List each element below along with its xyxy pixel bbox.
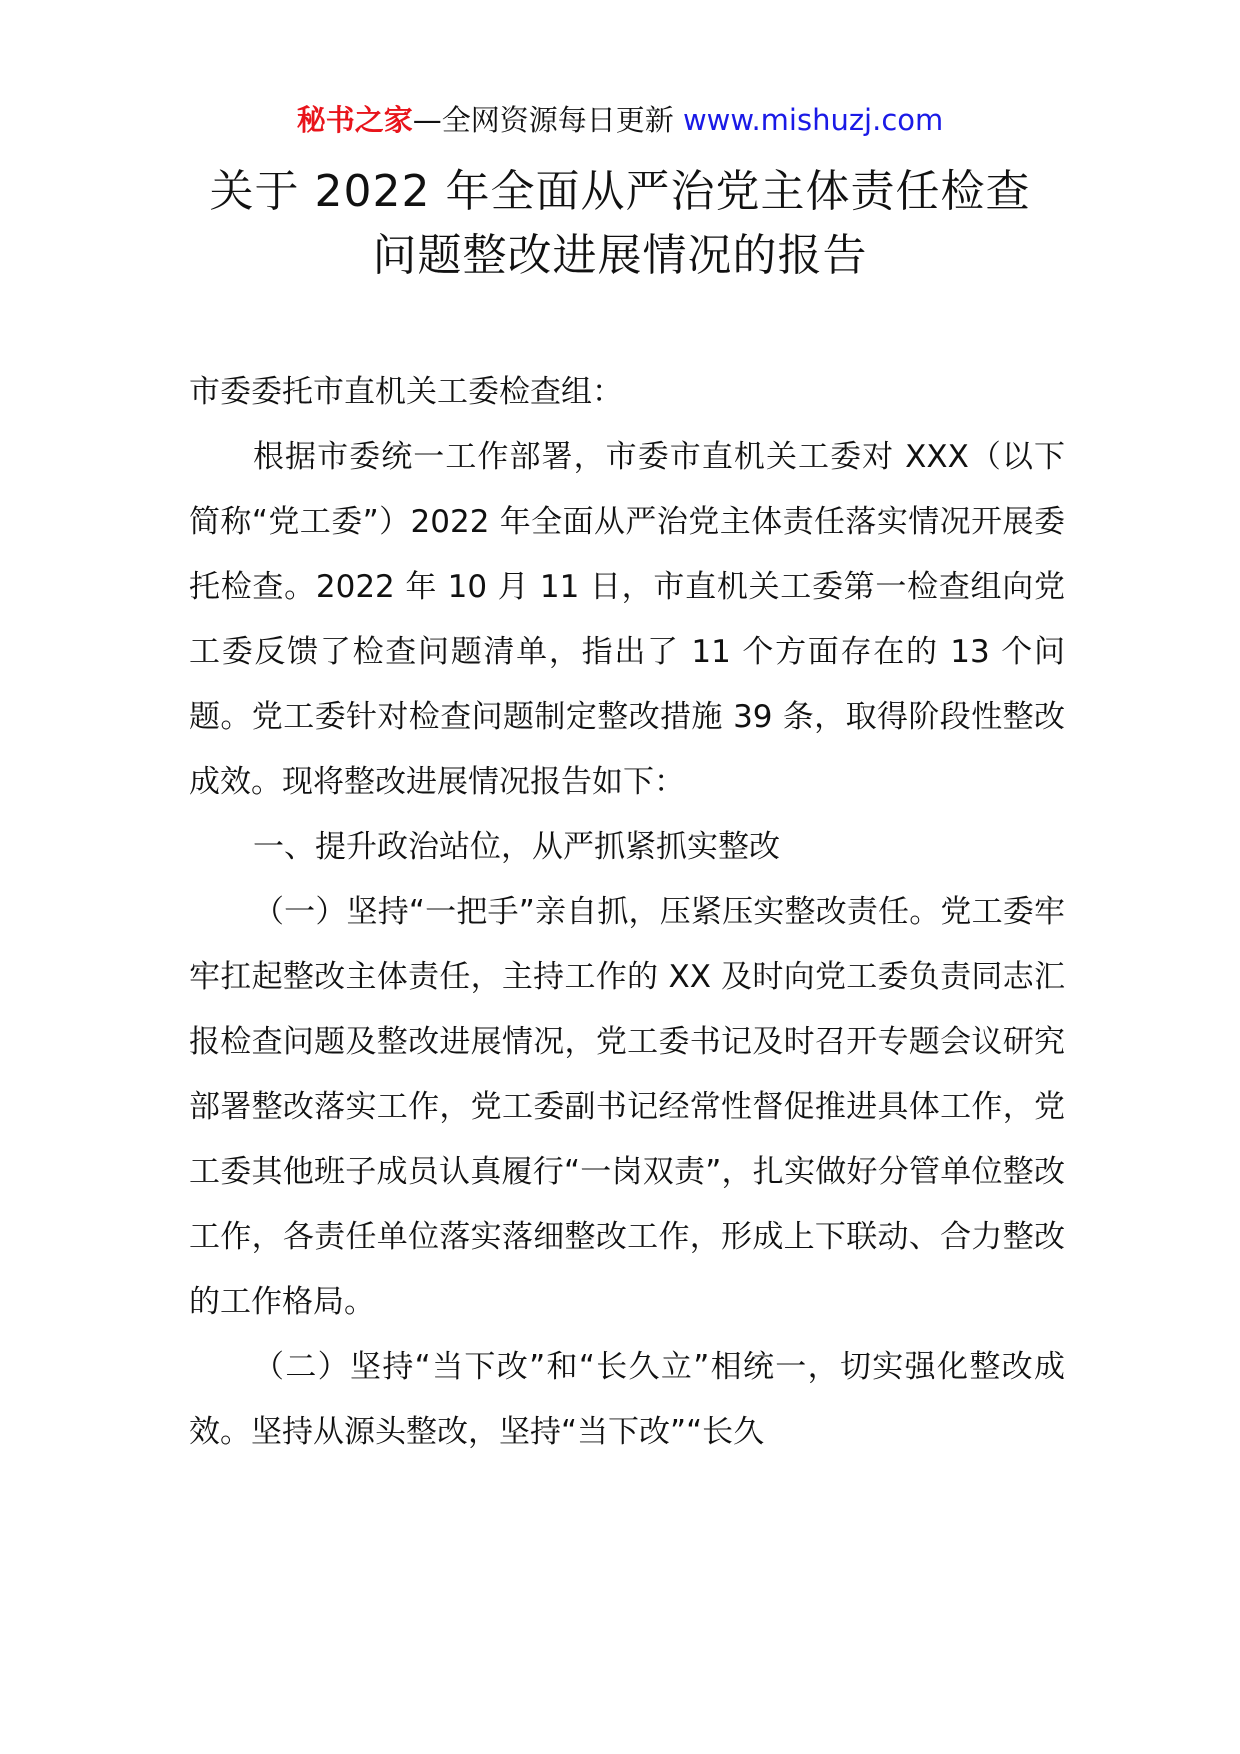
site-header bbox=[0, 100, 1240, 140]
salutation: 市委委托市直机关工委检查组： bbox=[189, 374, 623, 410]
brand-name: 秘书之家 bbox=[296, 103, 413, 137]
document-title bbox=[0, 160, 1240, 288]
title-line-1: 关于 2022 年全面从严治党主体责任检查 bbox=[209, 166, 1031, 217]
item-paragraph-2: （二）坚持“当下改”和“长久立”相统一，切实强化整改成效。坚持从源头整改，坚持“当下改”“长久 bbox=[189, 1349, 1065, 1450]
document-body bbox=[189, 360, 1065, 1465]
header-tagline: —全网资源每日更新 bbox=[412, 103, 674, 137]
title-line-2: 问题整改进展情况的报告 bbox=[372, 230, 868, 281]
site-url-link[interactable]: www.mishuzj.com bbox=[682, 103, 944, 137]
item-paragraph-1: （一）坚持“一把手”亲自抓，压紧压实整改责任。党工委牢牢扛起整改主体责任，主持工作的 XX 及时向党工委负责同志汇报检查问题及整改进展情况，党工委书记及时召开专题会议研究部署整改落实工作，党工委副书记经常性督促推进具体工作，党工委其他班子成员认真履行“一岗双责”，扎实做好分管单位整改工作，各责任单位落实落细整改工作，形成上下联动、合力整改的工作格局。 bbox=[189, 894, 1065, 1320]
section-heading-1: 一、提升政治站位，从严抓紧抓实整改 bbox=[253, 829, 780, 865]
intro-paragraph: 根据市委统一工作部署，市委市直机关工委对 XXX（以下简称“党工委”）2022 年全面从严治党主体责任落实情况开展委托检查。2022 年 10 月 11 日，市直机关工委第一检查组向党工委反馈了检查问题清单，指出了 11 个方面存在的 13 个问题。党工委针对检查问题制定整改措施 39 条，取得阶段性整改成效。现将整改进展情况报告如下： bbox=[189, 439, 1065, 800]
